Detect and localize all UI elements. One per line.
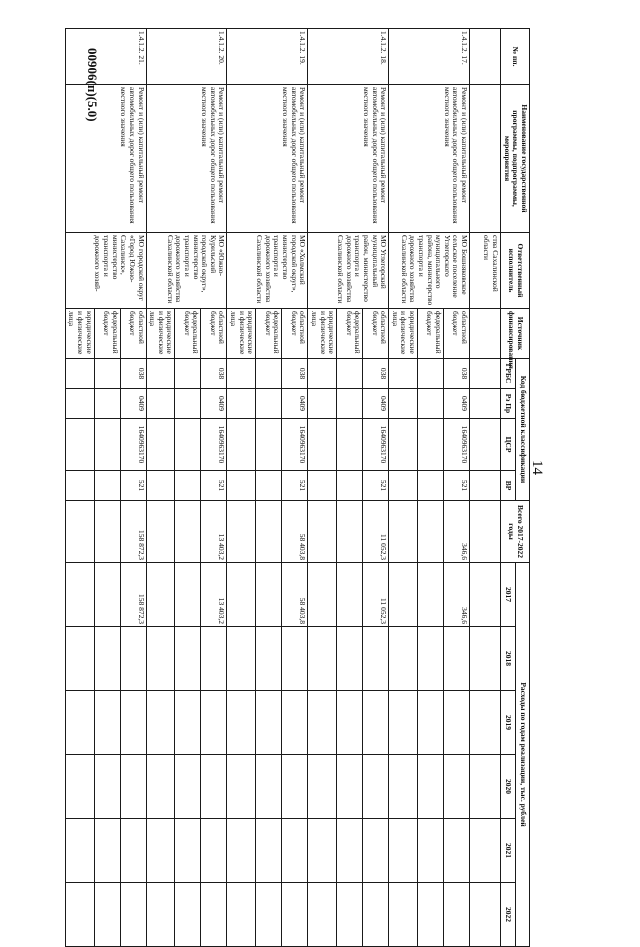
row-name: Ремонт и (или) капитальный ремонт автомобильных дорог общего пользования местного значения <box>389 85 470 233</box>
grbs-code: 038 <box>444 359 470 389</box>
grbs-code <box>94 359 120 389</box>
year-value <box>256 819 282 883</box>
year-value <box>201 627 227 691</box>
header-year: 2021 <box>501 819 515 883</box>
year-value <box>444 755 470 819</box>
row-executor: МО Углегорский муниципальный район, министерство транспорта и дорожного хозяйства Сахалинской области <box>308 233 389 309</box>
year-value <box>389 883 418 947</box>
empty-cell <box>470 389 501 419</box>
year-2017-value: 158 872,3 <box>120 563 146 627</box>
year-value <box>120 691 146 755</box>
grbs-code <box>146 359 175 389</box>
total-value <box>418 501 444 563</box>
funding-source: областной бюджет <box>363 309 389 359</box>
header-year: 2018 <box>501 627 515 691</box>
csr-code <box>418 419 444 471</box>
year-value <box>389 627 418 691</box>
year-value <box>227 819 256 883</box>
vr-code <box>389 471 418 501</box>
year-2017-value <box>256 563 282 627</box>
grbs-code <box>65 359 94 389</box>
year-value <box>201 755 227 819</box>
funding-source: юридические и физические лица <box>227 309 256 359</box>
year-value <box>363 691 389 755</box>
year-2017-value: 13 403,2 <box>201 563 227 627</box>
year-value <box>94 627 120 691</box>
year-value <box>146 755 175 819</box>
row-number <box>470 29 501 85</box>
grbs-code <box>418 359 444 389</box>
year-value <box>65 691 94 755</box>
year-value <box>227 627 256 691</box>
year-value <box>363 755 389 819</box>
row-executor: МО «Холмский городской округ», министерство транспорта и дорожного хозяйства Сахалинской области <box>227 233 308 309</box>
vr-code <box>146 471 175 501</box>
grbs-code <box>389 359 418 389</box>
funding-source: федеральный бюджет <box>175 309 201 359</box>
grbs-code <box>337 359 363 389</box>
header-rzpr: Рз Пр <box>501 389 515 419</box>
empty-cell <box>470 627 501 691</box>
csr-code <box>227 419 256 471</box>
csr-code <box>65 419 94 471</box>
year-value <box>363 819 389 883</box>
rzpr-code <box>175 389 201 419</box>
rzpr-code: 0409 <box>120 389 146 419</box>
row-executor: МО Бошняковское сельское поселение Углегорского муниципального района, министерство транспорта и дорожного хозяйства Сахалинской области <box>389 233 470 309</box>
year-value <box>389 691 418 755</box>
expenses-table <box>65 28 530 947</box>
year-value <box>337 627 363 691</box>
year-value <box>308 883 337 947</box>
rzpr-code: 0409 <box>282 389 308 419</box>
year-value <box>308 819 337 883</box>
table-row <box>282 29 308 947</box>
row-name: Ремонт и (или) капитальный ремонт автомобильных дорог общего пользования местного значения <box>308 85 389 233</box>
row-number: 1.4.1.2. 20. <box>146 29 227 85</box>
year-value <box>201 819 227 883</box>
csr-code <box>94 419 120 471</box>
rzpr-code <box>94 389 120 419</box>
empty-cell <box>470 359 501 389</box>
grbs-code: 038 <box>201 359 227 389</box>
vr-code: 521 <box>444 471 470 501</box>
vr-code: 521 <box>201 471 227 501</box>
year-2017-value <box>65 563 94 627</box>
rzpr-code <box>146 389 175 419</box>
csr-code <box>308 419 337 471</box>
year-value <box>363 627 389 691</box>
csr-code <box>389 419 418 471</box>
header-year: 2020 <box>501 755 515 819</box>
year-value <box>444 627 470 691</box>
header-csr: ЦСР <box>501 419 515 471</box>
year-2017-value <box>389 563 418 627</box>
total-value: 11 052,3 <box>363 501 389 563</box>
vr-code: 521 <box>120 471 146 501</box>
year-value <box>256 627 282 691</box>
rzpr-code: 0409 <box>363 389 389 419</box>
year-value <box>418 819 444 883</box>
year-value <box>65 883 94 947</box>
row-name: Ремонт и (или) капитальный ремонт автомобильных дорог общего пользования местного значения <box>227 85 308 233</box>
year-value <box>146 691 175 755</box>
year-value <box>337 691 363 755</box>
grbs-code <box>175 359 201 389</box>
year-value <box>256 755 282 819</box>
empty-cell <box>470 883 501 947</box>
year-value <box>227 755 256 819</box>
table-header <box>501 29 530 947</box>
year-value <box>389 755 418 819</box>
header-source: Источник финансирования <box>501 309 530 359</box>
header-budget-class: Код бюджетной классификации <box>515 359 529 501</box>
total-value <box>389 501 418 563</box>
row-name <box>470 85 501 233</box>
year-value <box>444 883 470 947</box>
year-value <box>282 755 308 819</box>
year-value <box>94 883 120 947</box>
header-num: № пп. <box>501 29 530 85</box>
funding-source: областной бюджет <box>444 309 470 359</box>
rzpr-code: 0409 <box>201 389 227 419</box>
row-number: 1.4.1.2. 19. <box>227 29 308 85</box>
year-value <box>282 627 308 691</box>
year-value <box>418 883 444 947</box>
total-value <box>94 501 120 563</box>
total-value <box>227 501 256 563</box>
funding-source: юридические и физические лица <box>389 309 418 359</box>
header-vr: ВР <box>501 471 515 501</box>
table-row <box>120 29 146 947</box>
csr-code <box>256 419 282 471</box>
row-executor: МО городской округ «Город Южно-Сахалинск», министерство транспорта и дорожного хозяй- <box>65 233 146 309</box>
year-value <box>418 627 444 691</box>
year-2017-value: 58 403,8 <box>282 563 308 627</box>
year-2017-value <box>146 563 175 627</box>
funding-source: федеральный бюджет <box>256 309 282 359</box>
vr-code: 521 <box>282 471 308 501</box>
year-value <box>282 883 308 947</box>
grbs-code <box>256 359 282 389</box>
funding-source: областной бюджет <box>201 309 227 359</box>
page-number: 14 <box>529 460 545 475</box>
csr-code: 1640963170 <box>363 419 389 471</box>
year-value <box>120 755 146 819</box>
year-value <box>444 691 470 755</box>
year-2017-value: 346,6 <box>444 563 470 627</box>
table-row <box>470 29 501 947</box>
total-value <box>146 501 175 563</box>
year-value <box>94 819 120 883</box>
year-value <box>227 691 256 755</box>
year-2017-value <box>94 563 120 627</box>
row-executor: МО «Южно-Курильский городской округ», министерство транспорта и дорожного хозяйства Сахалинской области <box>146 233 227 309</box>
funding-source: юридические и физические лица <box>65 309 94 359</box>
rzpr-code <box>65 389 94 419</box>
grbs-code: 038 <box>120 359 146 389</box>
year-2017-value <box>337 563 363 627</box>
funding-source: юридические и физические лица <box>146 309 175 359</box>
total-value <box>256 501 282 563</box>
funding-source: федеральный бюджет <box>94 309 120 359</box>
empty-cell <box>470 563 501 627</box>
header-name: Наименование государственной программы, подпрограммы, мероприятия <box>501 85 530 233</box>
funding-source: федеральный бюджет <box>418 309 444 359</box>
rzpr-code: 0409 <box>444 389 470 419</box>
csr-code <box>146 419 175 471</box>
table-row <box>201 29 227 947</box>
total-value <box>65 501 94 563</box>
csr-code: 1640963170 <box>282 419 308 471</box>
vr-code <box>65 471 94 501</box>
vr-code <box>337 471 363 501</box>
year-value <box>175 691 201 755</box>
year-value <box>120 883 146 947</box>
vr-code <box>256 471 282 501</box>
year-value <box>444 819 470 883</box>
grbs-code <box>308 359 337 389</box>
empty-cell <box>470 419 501 471</box>
grbs-code <box>227 359 256 389</box>
rzpr-code <box>337 389 363 419</box>
year-value <box>256 691 282 755</box>
vr-code <box>418 471 444 501</box>
year-value <box>120 627 146 691</box>
year-value <box>175 755 201 819</box>
row-number: 1.4.1.2. 17. <box>389 29 470 85</box>
year-value <box>146 627 175 691</box>
rzpr-code <box>308 389 337 419</box>
vr-code <box>308 471 337 501</box>
year-value <box>337 755 363 819</box>
csr-code <box>337 419 363 471</box>
year-value <box>94 691 120 755</box>
header-expenses: Расходы по годам реализации, тыс. рублей <box>515 563 529 947</box>
year-value <box>94 755 120 819</box>
csr-code: 1640963170 <box>444 419 470 471</box>
total-value: 158 872,3 <box>120 501 146 563</box>
grbs-code: 038 <box>282 359 308 389</box>
header-year: 2022 <box>501 883 515 947</box>
row-number: 1.4.1.2. 21. <box>65 29 146 85</box>
year-2017-value <box>227 563 256 627</box>
year-value <box>418 755 444 819</box>
funding-source: областной бюджет <box>120 309 146 359</box>
funding-source: юридические и физические лица <box>308 309 337 359</box>
year-value <box>175 819 201 883</box>
document-code: 00906(п)(5.0) <box>85 48 100 122</box>
total-value: 346,6 <box>444 501 470 563</box>
year-value <box>308 627 337 691</box>
funding-source: федеральный бюджет <box>337 309 363 359</box>
rzpr-code <box>389 389 418 419</box>
csr-code: 1640963170 <box>120 419 146 471</box>
empty-cell <box>470 471 501 501</box>
year-value <box>175 883 201 947</box>
year-value <box>418 691 444 755</box>
total-value <box>337 501 363 563</box>
table-row <box>444 29 470 947</box>
year-value <box>65 819 94 883</box>
empty-cell <box>470 501 501 563</box>
grbs-code: 038 <box>363 359 389 389</box>
rzpr-code <box>418 389 444 419</box>
year-value <box>175 627 201 691</box>
year-value <box>201 691 227 755</box>
empty-cell <box>470 755 501 819</box>
vr-code: 521 <box>363 471 389 501</box>
year-2017-value <box>175 563 201 627</box>
total-value <box>175 501 201 563</box>
row-name: Ремонт и (или) капитальный ремонт автомобильных дорог общего пользования местного значения <box>65 85 146 233</box>
header-year: 2017 <box>501 563 515 627</box>
table-row <box>363 29 389 947</box>
year-2017-value <box>308 563 337 627</box>
row-executor: ства Сахалинской области <box>470 233 501 309</box>
header-total: Всего 2017-2022 годы <box>501 501 530 563</box>
year-value <box>227 883 256 947</box>
row-number: 1.4.1.2. 18. <box>308 29 389 85</box>
table-body <box>65 29 500 947</box>
year-value <box>65 627 94 691</box>
year-value <box>308 755 337 819</box>
header-year: 2019 <box>501 691 515 755</box>
year-value <box>146 883 175 947</box>
empty-cell <box>470 309 501 359</box>
funding-source: областной бюджет <box>282 309 308 359</box>
year-value <box>389 819 418 883</box>
vr-code <box>175 471 201 501</box>
total-value <box>308 501 337 563</box>
rzpr-code <box>256 389 282 419</box>
year-value <box>65 755 94 819</box>
year-value <box>201 883 227 947</box>
empty-cell <box>470 691 501 755</box>
year-value <box>337 819 363 883</box>
rzpr-code <box>227 389 256 419</box>
empty-cell <box>470 819 501 883</box>
year-value <box>282 819 308 883</box>
year-value <box>146 819 175 883</box>
vr-code <box>227 471 256 501</box>
year-2017-value: 11 052,3 <box>363 563 389 627</box>
year-value <box>120 819 146 883</box>
total-value: 58 403,8 <box>282 501 308 563</box>
year-value <box>308 691 337 755</box>
header-executor: Ответственный исполнитель <box>501 233 530 309</box>
year-value <box>363 883 389 947</box>
csr-code <box>175 419 201 471</box>
csr-code: 1640963170 <box>201 419 227 471</box>
row-name: Ремонт и (или) капитальный ремонт автомобильных дорог общего пользования местного значения <box>146 85 227 233</box>
year-value <box>337 883 363 947</box>
total-value: 13 403,2 <box>201 501 227 563</box>
year-2017-value <box>418 563 444 627</box>
header-grbs: ГРБС <box>501 359 515 389</box>
vr-code <box>94 471 120 501</box>
year-value <box>282 691 308 755</box>
year-value <box>256 883 282 947</box>
